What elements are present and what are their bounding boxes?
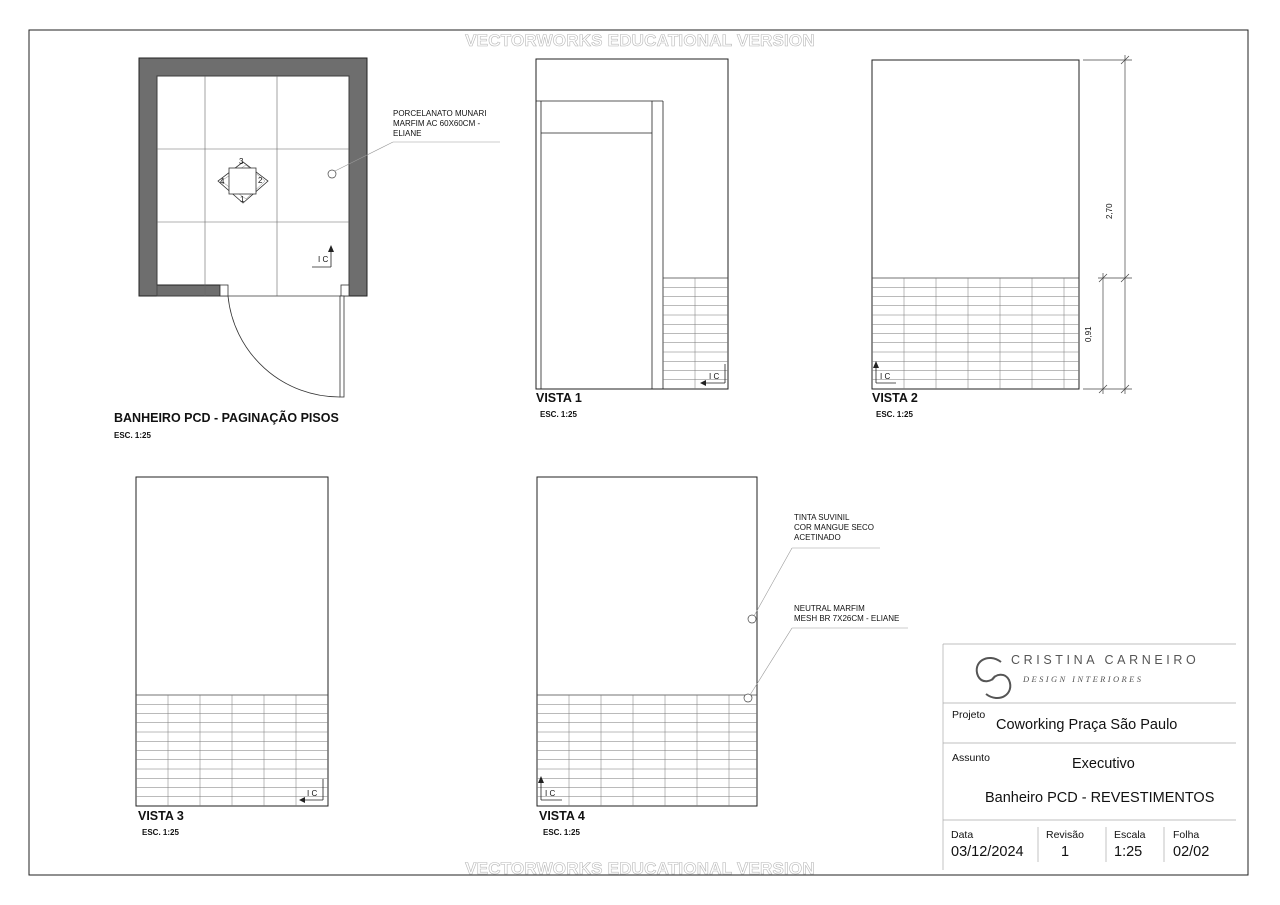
assunto-label: Assunto — [952, 752, 990, 764]
data-value: 03/12/2024 — [951, 844, 1024, 860]
view-marker-4: 4 — [220, 177, 225, 186]
watermark-bottom: VECTORWORKS EDUCATIONAL VERSION — [465, 859, 815, 878]
brand-tagline: DESIGN INTERIORES — [1023, 674, 1144, 684]
floor-finish-note: PORCELANATO MUNARI MARFIM AC 60X60CM - ELIANE — [393, 109, 487, 138]
vista-2-title: VISTA 2 — [872, 391, 918, 405]
vista-2-elevation — [872, 55, 1132, 394]
vista-3-scale: ESC. 1:25 — [142, 828, 179, 837]
escala-value: 1:25 — [1114, 844, 1143, 860]
north-marker-label: I C — [545, 789, 556, 798]
plan-title: BANHEIRO PCD - PAGINAÇÃO PISOS — [114, 411, 339, 425]
vista-4-title: VISTA 4 — [539, 809, 585, 823]
revisao-label: Revisão — [1046, 829, 1084, 841]
door-leaf — [340, 296, 344, 397]
watermark-top: VECTORWORKS EDUCATIONAL VERSION — [465, 31, 815, 50]
north-marker-label: I C — [318, 255, 329, 264]
north-marker-label: I C — [307, 789, 318, 798]
view-marker-2: 2 — [258, 176, 263, 185]
folha-label: Folha — [1173, 829, 1200, 841]
dimension-tile-height: 0,91 — [1084, 326, 1093, 342]
vista-2-scale: ESC. 1:25 — [876, 410, 913, 419]
assunto-value-2: Banheiro PCD - REVESTIMENTOS — [985, 790, 1215, 806]
folha-value: 02/02 — [1173, 844, 1210, 860]
dimension-lines — [1083, 55, 1132, 394]
vista-1-title: VISTA 1 — [536, 391, 582, 405]
wall-tile-grid — [136, 695, 328, 806]
dimension-total-height: 2,70 — [1105, 203, 1114, 219]
data-label: Data — [951, 829, 974, 841]
north-marker-label: I C — [709, 372, 720, 381]
brand-name: CRISTINA CARNEIRO — [1011, 653, 1200, 667]
brand-logo-icon — [977, 658, 1011, 698]
wall-tile-grid — [537, 695, 757, 806]
vista-3-elevation — [136, 477, 328, 806]
paint-finish-note: TINTA SUVINIL COR MANGUE SECO ACETINADO — [794, 513, 875, 542]
tile-finish-note: NEUTRAL MARFIM MESH BR 7X26CM - ELIANE — [794, 604, 900, 623]
vista-1-elevation — [536, 59, 728, 389]
north-marker-label: I C — [880, 372, 891, 381]
vista-3-title: VISTA 3 — [138, 809, 184, 823]
assunto-value-1: Executivo — [1072, 756, 1135, 772]
view-marker-3: 3 — [239, 157, 244, 166]
projeto-label: Projeto — [952, 709, 986, 721]
view-marker-1: 1 — [240, 195, 245, 204]
wall-tile-grid — [872, 278, 1079, 389]
projeto-value: Coworking Praça São Paulo — [996, 717, 1178, 733]
revisao-value: 1 — [1061, 844, 1070, 860]
vista-1-scale: ESC. 1:25 — [540, 410, 577, 419]
door-swing-arc — [228, 296, 340, 397]
plan-scale: ESC. 1:25 — [114, 431, 151, 440]
escala-label: Escala — [1114, 829, 1146, 841]
sheet-border — [29, 30, 1248, 875]
vista-4-scale: ESC. 1:25 — [543, 828, 580, 837]
